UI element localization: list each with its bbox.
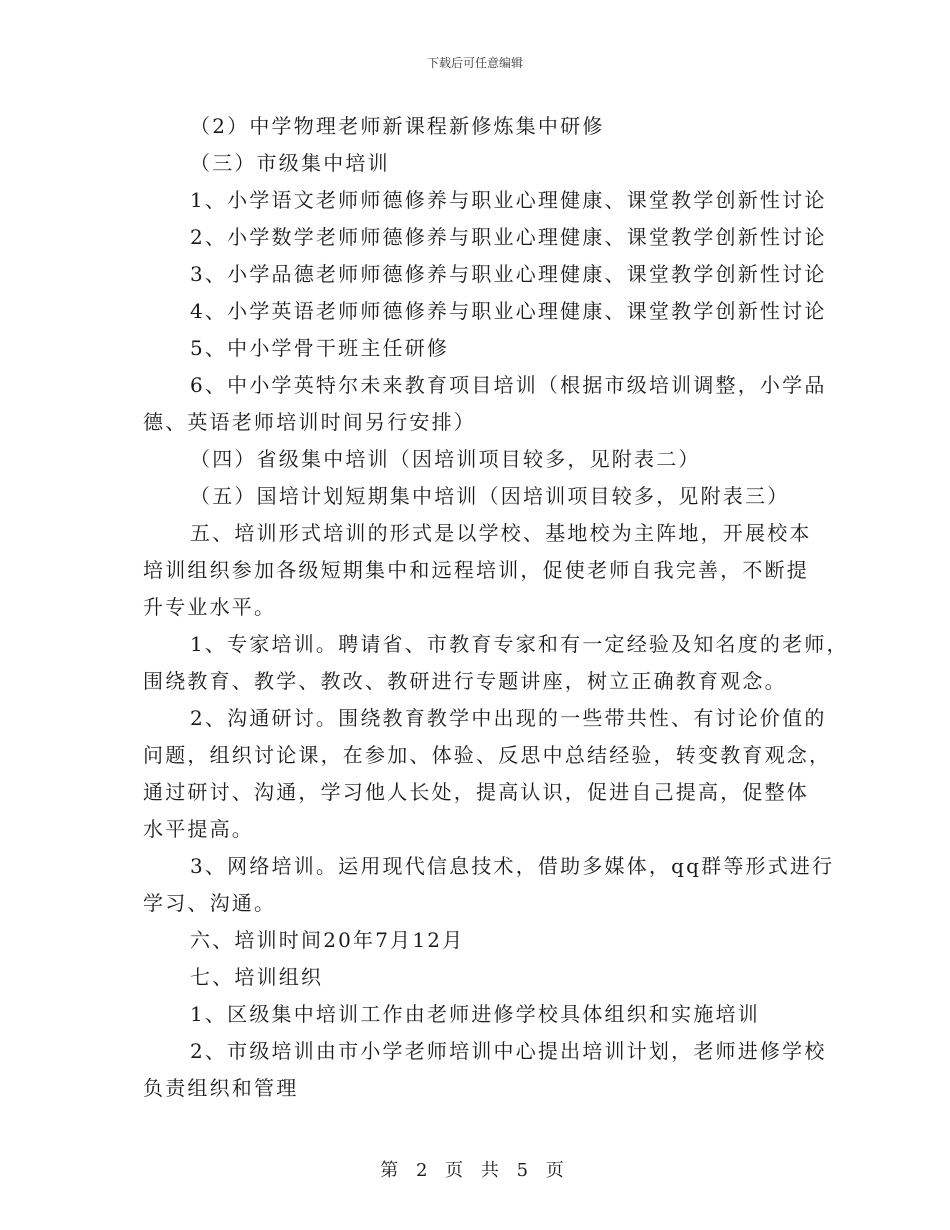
text-line: 2、小学数学老师师德修养与职业心理健康、课堂教学创新性讨论: [190, 225, 827, 249]
text-line: 6、中小学英特尔未来教育项目培训（根据市级培训调整，小学品: [190, 373, 827, 397]
text-line: 德、英语老师培训时间另行安排）: [143, 410, 476, 434]
text-line: 2、市级培训由市小学老师培训中心提出培训计划，老师进修学校: [190, 1039, 827, 1063]
text-line: 2、沟通研讨。围绕教育教学中出现的一些带共性、有讨论价值的: [190, 706, 827, 730]
text-line: （三）市级集中培训: [190, 151, 390, 175]
text-line: 问题，组织讨论课，在参加、体验、反思中总结经验，转变教育观念，: [143, 743, 832, 767]
text-line: 升专业水平。: [143, 595, 277, 619]
document-body: [143, 108, 849, 1107]
text-line: 5、中小学骨干班主任研修: [190, 336, 450, 360]
text-line: 负责组织和管理: [143, 1076, 299, 1100]
text-line: （五）国培计划短期集中培训（因培训项目较多，见附表三）: [190, 484, 790, 508]
text-line: 五、培训形式培训的形式是以学校、基地校为主阵地，开展校本: [190, 521, 812, 545]
text-line: 培训组织参加各级短期集中和远程培训，促使老师自我完善，不断提: [143, 558, 809, 582]
text-line: 1、区级集中培训工作由老师进修学校具体组织和实施培训: [190, 1002, 760, 1026]
text-line: （2）中学物理老师新课程新修炼集中研修: [190, 114, 605, 138]
text-line: 七、培训组织: [190, 965, 324, 989]
text-line: 学习、沟通。: [143, 891, 277, 915]
text-line: 通过研讨、沟通，学习他人长处，提高认识，促进自己提高，促整体: [143, 780, 809, 804]
text-line: 3、网络培训。运用现代信息技术，借助多媒体，qq群等形式进行: [190, 854, 835, 878]
text-line: 六、培训时间20年7月12月: [190, 928, 465, 952]
text-line: 1、专家培训。聘请省、市教育专家和有一定经验及知名度的老师，: [190, 632, 849, 656]
text-line: 3、小学品德老师师德修养与职业心理健康、课堂教学创新性讨论: [190, 262, 827, 286]
page-header-note: 下载后可任意编辑: [426, 56, 523, 70]
text-line: 4、小学英语老师师德修养与职业心理健康、课堂教学创新性讨论: [190, 299, 827, 323]
page-number: 第 2 页 共 5 页: [380, 1160, 570, 1181]
text-line: 围绕教育、教学、教改、教研进行专题讲座，树立正确教育观念。: [143, 669, 787, 693]
text-line: 1、小学语文老师师德修养与职业心理健康、课堂教学创新性讨论: [190, 188, 827, 212]
text-line: （四）省级集中培训（因培训项目较多，见附表二）: [190, 447, 701, 471]
text-line: 水平提高。: [143, 817, 254, 841]
